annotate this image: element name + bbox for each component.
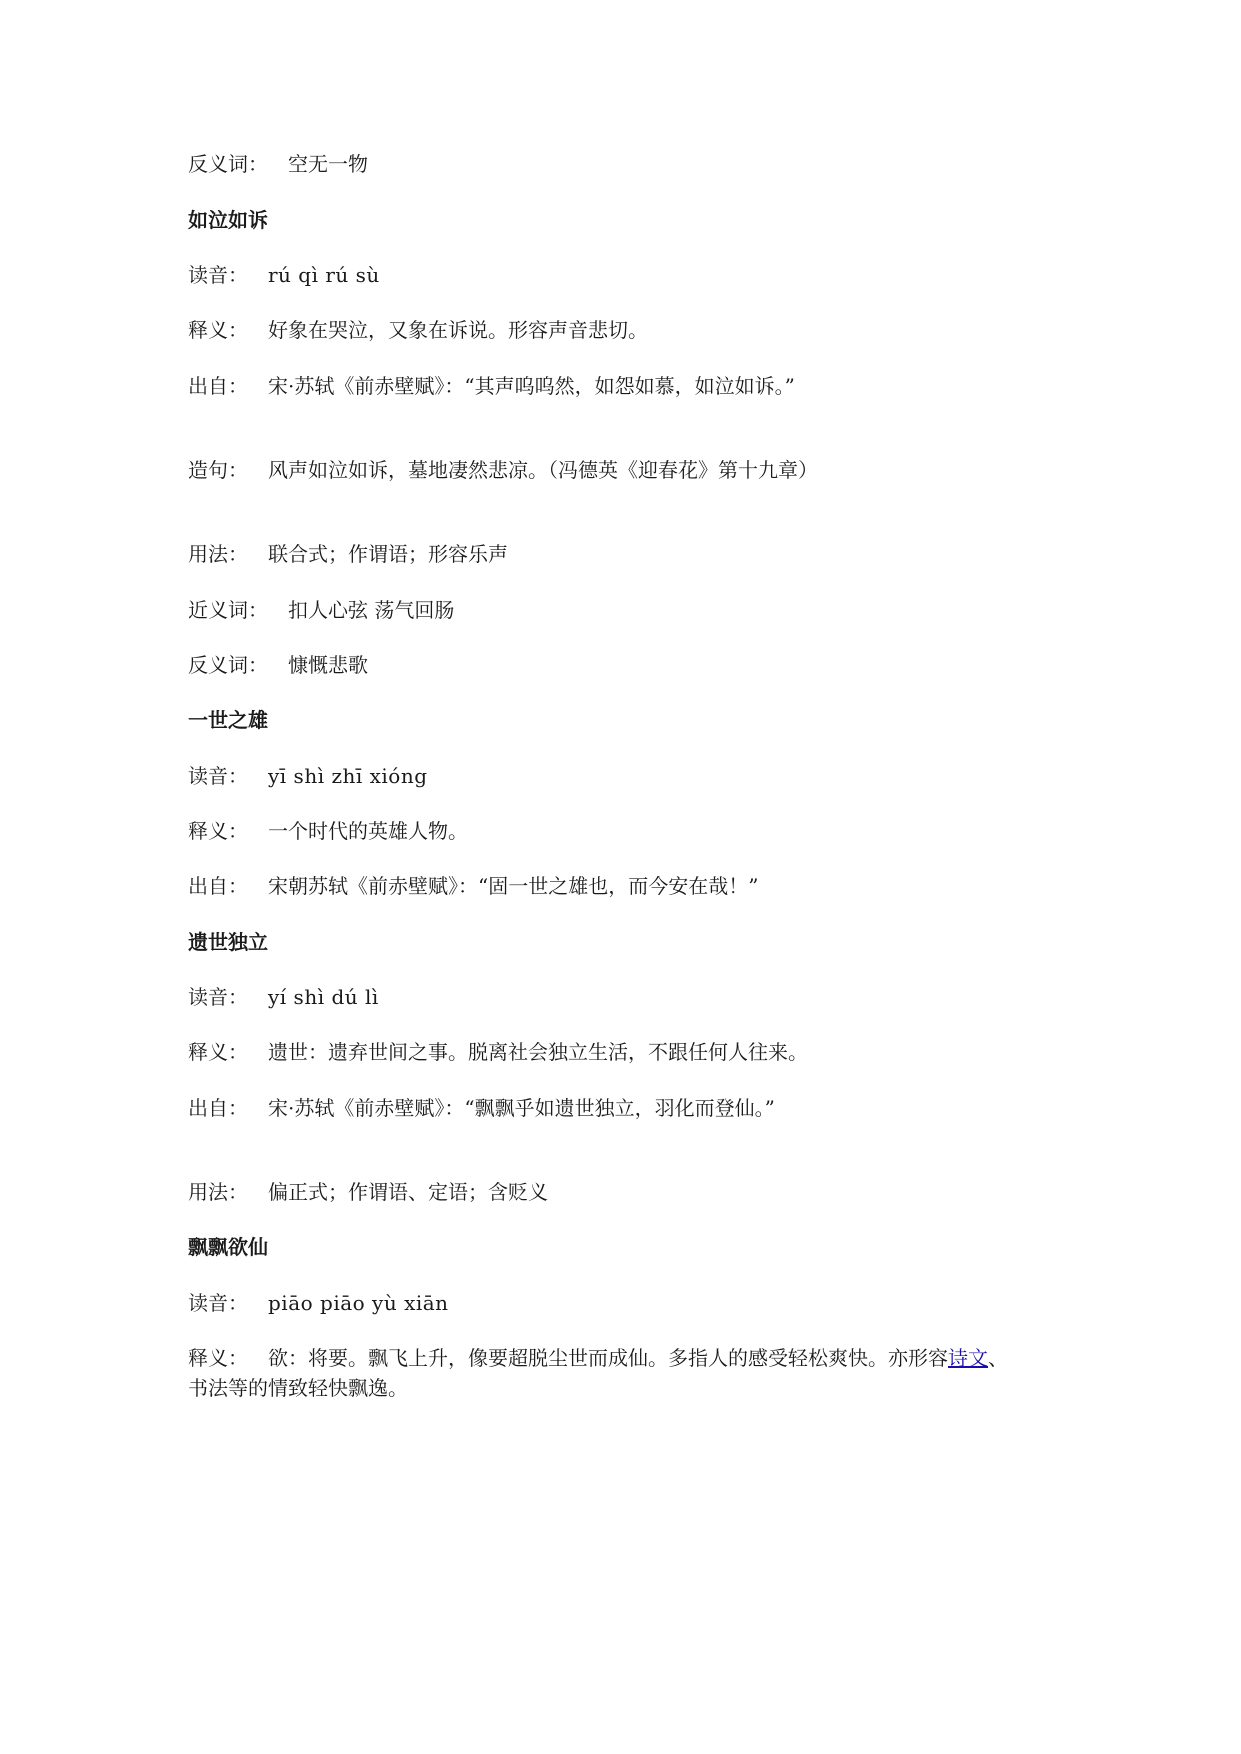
pronunciation-label: 读音： — [188, 263, 248, 287]
pronunciation-text: yí shì dú lì — [268, 985, 379, 1009]
usage-label: 用法： — [188, 542, 248, 566]
pronunciation-label: 读音： — [188, 1291, 248, 1315]
pronunciation-text: yī shì zhī xióng — [268, 764, 428, 788]
source-label: 出自： — [188, 1096, 248, 1120]
antonym-line — [188, 651, 368, 679]
antonym-line — [188, 150, 368, 178]
idiom-heading: 如泣如诉 — [188, 208, 268, 232]
definition-label: 释义： — [188, 819, 248, 843]
pronunciation-text: rú qì rú sù — [268, 263, 380, 287]
definition-continuation: 书法等的情致轻快飘逸。 — [188, 1376, 408, 1400]
usage-text: 联合式；作谓语；形容乐声 — [268, 542, 508, 566]
source-line — [188, 372, 795, 400]
source-line — [188, 872, 758, 900]
usage-line — [188, 540, 508, 568]
definition-text-after-link: 、 — [988, 1346, 1008, 1370]
pronunciation-line — [188, 983, 379, 1011]
example-sentence-label: 造句： — [188, 458, 248, 482]
definition-text: 好象在哭泣，又象在诉说。形容声音悲切。 — [268, 318, 648, 342]
definition-line — [188, 1344, 1008, 1372]
definition-text: 一个时代的英雄人物。 — [268, 819, 468, 843]
definition-label: 释义： — [188, 318, 248, 342]
antonym-text: 慷慨悲歌 — [288, 653, 368, 677]
usage-line — [188, 1178, 548, 1206]
definition-line — [188, 817, 468, 845]
synonym-label: 近义词： — [188, 598, 268, 622]
pronunciation-line — [188, 261, 380, 289]
definition-label: 释义： — [188, 1346, 248, 1370]
definition-line — [188, 316, 648, 344]
source-label: 出自： — [188, 374, 248, 398]
source-label: 出自： — [188, 874, 248, 898]
synonym-line — [188, 596, 454, 624]
synonym-text: 扣人心弦 荡气回肠 — [288, 598, 455, 622]
definition-text: 欲：将要。飘飞上升，像要超脱尘世而成仙。多指人的感受轻松爽快。亦形容 — [268, 1346, 948, 1370]
usage-label: 用法： — [188, 1180, 248, 1204]
definition-text: 遗世：遗弃世间之事。脱离社会独立生活，不跟任何人往来。 — [268, 1040, 808, 1064]
source-line — [188, 1094, 775, 1122]
pronunciation-line — [188, 1289, 449, 1317]
antonym-label: 反义词： — [188, 152, 268, 176]
antonym-label: 反义词： — [188, 653, 268, 677]
source-text: 宋朝苏轼《前赤壁赋》：“固一世之雄也，而今安在哉！” — [268, 874, 759, 898]
pronunciation-label: 读音： — [188, 764, 248, 788]
definition-line — [188, 1038, 808, 1066]
pronunciation-label: 读音： — [188, 985, 248, 1009]
example-sentence-line — [188, 456, 818, 484]
pronunciation-line — [188, 762, 428, 790]
source-text: 宋·苏轼《前赤壁赋》：“其声呜呜然，如怨如慕，如泣如诉。” — [268, 374, 795, 398]
example-sentence-text: 风声如泣如诉，墓地凄然悲凉。（冯德英《迎春花》第十九章） — [268, 458, 818, 482]
idiom-heading: 飘飘欲仙 — [188, 1235, 268, 1259]
usage-text: 偏正式；作谓语、定语；含贬义 — [268, 1180, 548, 1204]
idiom-heading: 一世之雄 — [188, 708, 268, 732]
antonym-text: 空无一物 — [288, 152, 368, 176]
poetry-link[interactable]: 诗文 — [948, 1346, 988, 1370]
source-text: 宋·苏轼《前赤壁赋》：“飘飘乎如遗世独立，羽化而登仙。” — [268, 1096, 775, 1120]
idiom-heading: 遗世独立 — [188, 930, 268, 954]
definition-label: 释义： — [188, 1040, 248, 1064]
pronunciation-text: piāo piāo yù xiān — [268, 1291, 449, 1315]
